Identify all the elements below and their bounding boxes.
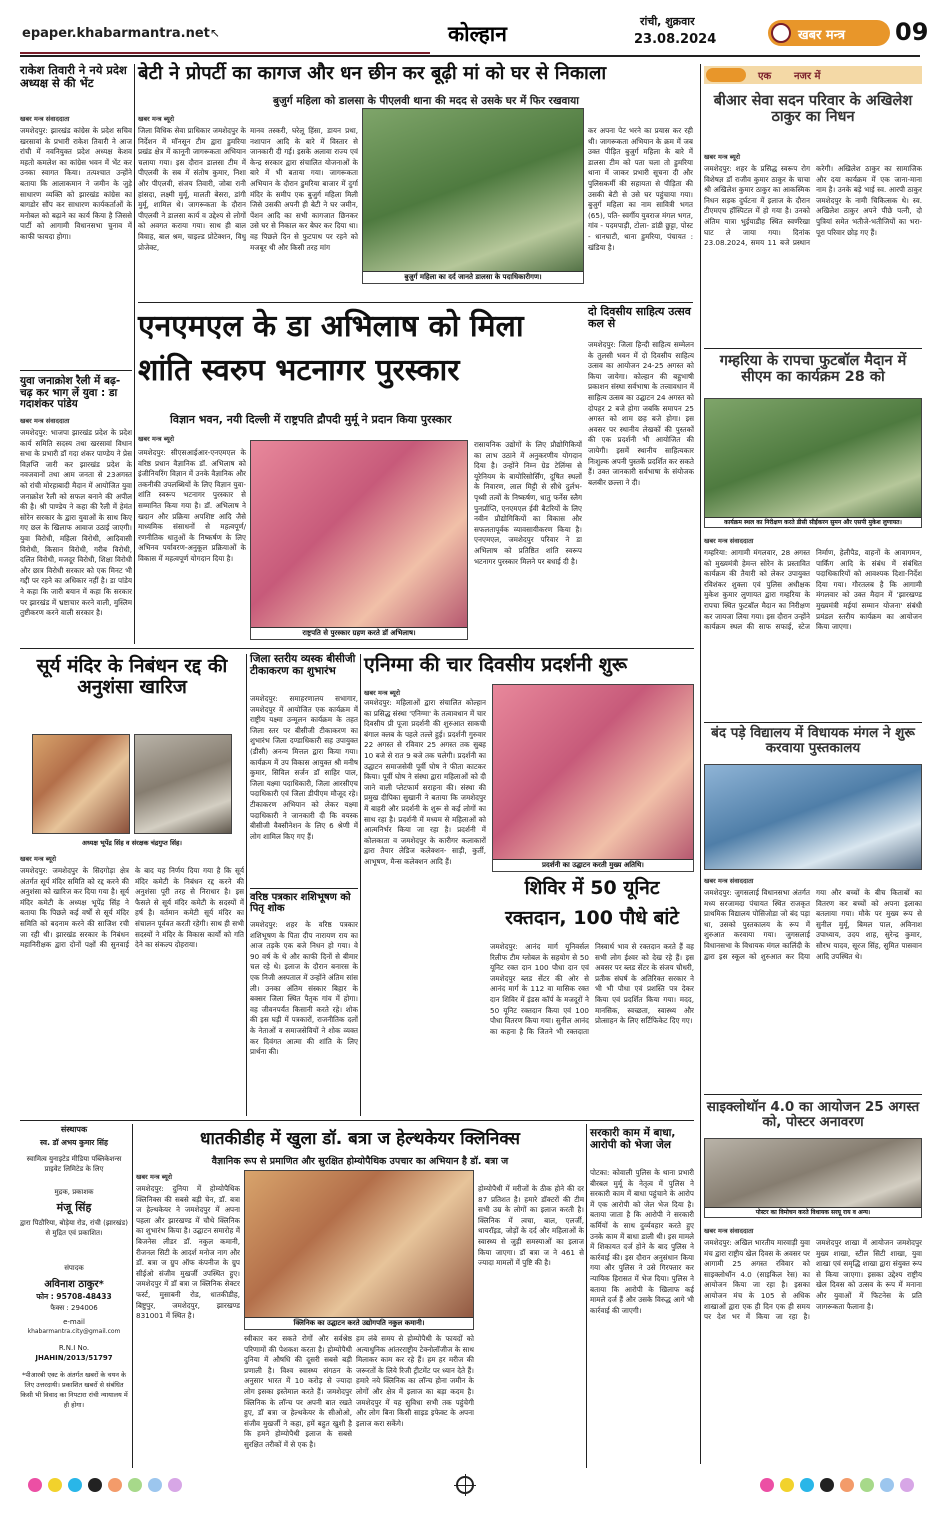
nazar-tag-label: नजर में	[794, 71, 821, 82]
story-byline: खबर मन्त्र संवाददाता	[704, 877, 754, 885]
column-rule	[132, 1124, 133, 1468]
cursor-icon: ↖	[210, 26, 221, 40]
section-title: कोल्हान	[448, 22, 507, 46]
photo-caption: बुजुर्ग महिला का दर्द जानते डालसा के पदाधिकारीगण।	[363, 271, 583, 283]
imprint-role-publisher: मुद्रक, प्रकाशक	[54, 1188, 94, 1196]
story-body: जमशेदपुर: जिला हिन्दी साहित्य सम्मेलन के तुलसी भवन में दो दिवसीय साहित्य उत्सव का आयोजन 24-25 अगस्त को किया जायेगा। कोल्हान की बहुभाषी प्रकाशन संस्था सर्वभाषा के तत्त्वावधान में साहित्य उत्सव का उद्घाटन 24 अगस्त को दोपहर 2 बजे होगा जबकि समापन 25 अगस्त को शाम छह बजे होगा। इस अवसर पर स्थानीय लेखकों की पुस्तकों की एक प्रदर्शनी भी आयोजित की जायेगी। इसमें स्थानीय साहित्यकार निःशुल्क अपनी पुस्तकें प्रदर्शित कर सकते हैं। उक्त जानकारी सर्वभाषा के संयोजक बलबीर छल्ला ने दी।	[588, 340, 694, 487]
masthead-url[interactable]: epaper.khabarmantra.net	[22, 26, 210, 41]
reg-mark	[760, 1478, 774, 1492]
story-photo	[244, 1170, 474, 1330]
divider	[20, 1120, 694, 1121]
photo-caption: पोस्टर का विमोचन करते विधायक सरयू राय व अन्य।	[705, 1207, 921, 1217]
nml-story	[138, 306, 582, 646]
story-photo	[250, 440, 468, 640]
imprint-box	[20, 1124, 128, 1468]
story-body: पोटका: कोवाली पुलिस के थाना प्रभारी बीरबल मुर्मू के नेतृत्व में पुलिस ने सरकारी काम में बाधा पहुंचाने के आरोप में एक आरोपी को जेल भेज दिया है। बताया जाता है कि आरोपी ने सरकारी कर्मियों के साथ दुर्व्यवहार करते हुए उनके काम में बाधा डाली थी। इस मामले में शिकायत दर्ज होने के बाद पुलिस ने कार्रवाई की। इस दौरान अनुसंधान किया गया और पुलिस ने उसे गिरफ्तार कर न्यायिक हिरासत में भेज दिया। पुलिस ने बताया कि आरोपी के खिलाफ कई मामले दर्ज हैं और उसके विरुद्ध आगे भी कार्रवाई की जाएगी।	[590, 1168, 694, 1315]
reg-mark	[800, 1478, 814, 1492]
imprint-email[interactable]: khabarmantra.city@gmail.com	[27, 1328, 121, 1335]
divider	[704, 1094, 922, 1095]
divider	[704, 348, 922, 349]
imprint-title: संस्थापक	[60, 1125, 88, 1134]
story-body: जमशेदपुर: भाजपा झारखंड प्रदेश के प्रदेश कार्य समिति सदस्य तथा खरसावां विधान सभा के प्रभारी डॉ गदा शंकर पाण्डेय ने प्रेस विज्ञप्ति जारी कर झारखंड प्रदेश के नवजवानों तथा आम जनता से 23अगस्त को रांची मोरहाबादी मैदान में आयोजित युवा जनाक्रोश रैली को सफल बनाने की अपील की है। श्री पाण्डेय ने कहा की रैली में हेमंत सोरेन सरकार के द्वारा युवाओं के साथ किए गए छल के खिलाफ आवाज उठाई जाएगी। युवा विरोधी, महिला विरोधी, आदिवासी विरोधी, किसान विरोधी, गरीब विरोधी, दलित विरोधी, मजदूर विरोधी, शिक्षा विरोधी और छात्र विरोधी सरकार को एक मिनट भी गद्दी पर रहने का अधिकार नहीं है। डा पांडेय ने कहा कि जारी बयान में कहा कि सरकार पर झारखंड में भ्रष्टाचार करने वाली, मुस्लिम तुष्टीकरण करने वाली सरकार है।	[20, 428, 132, 618]
reg-mark	[148, 1478, 162, 1492]
photo-caption: कार्यक्रम स्थल का निरीक्षण करते डीसी सीईंकरन सुमन और एसपी मुकेश लुणायत।	[705, 517, 921, 527]
imprint-phone: फोन : 95708-48433	[36, 1292, 112, 1301]
story-byline: खबर मन्त्र ब्यूरो	[138, 115, 175, 123]
story-body: जमशेदपुर: झारखंड कांग्रेस के प्रदेश सचिव खरसावां के प्रभारी राकेश तिवारी ने आज रांची में नवनियुक्त प्रदेश अध्यक्ष केशव महतो कमलेश का कांग्रेस भवन में भेंट कर उनका स्वागत किया। तत्पश्चात उन्होंने बताया कि आलाकमान ने जमीन के जुड़े साधारण व्यक्ति को झारखंड कांग्रेस का बागडोर सौंप कर साधारण कार्यकर्ताओं के मनोबल को बढ़ाने का कार्य किया है जिससे पार्टी को आगामी विधानसभा चुनाव में काफी फायदा होगा।	[20, 126, 132, 241]
story-body: जमशेदपुर: समाहरणालय सभागार, जमशेदपुर में आयोजित एक कार्यक्रम में राष्ट्रीय यक्ष्मा उन्मूलन कार्यक्रम के तहत जिला स्तर पर बीसीजी टीकाकरण का शुभारंभ जिला दण्डाधिकारी सह उपायुक्त (डीसी) अनन्य मित्तल द्वारा किया गया। कार्यक्रम में उप विकास आयुक्त श्री मनीष कुमार, सिविल सर्जन डॉ साहिर पाल, जिला यक्ष्मा पदाधिकारी, जिला आरसीएच पदाधिकारी एवं जिला डीपीएम मौजूद रहे। टीकाकरण अभियान को लेकर यक्ष्मा पदाधिकारी ने जानकारी दी कि वयस्क बीसीजी वैक्सीनेशन के लिए 6 श्रेणी में लोग शामिल किए गए हैं।	[250, 694, 358, 841]
story-body-col1: जमशेदपुर: सीएसआईआर-एनएमएल के वरिष्ठ प्रधान वैज्ञानिक डॉ. अभिलाष को इंजीनियरिंग विज्ञान में उनके वैज्ञानिक और तकनीकी उपलब्धियों के लिए विज्ञान युवा-शांति स्वरूप भटनागर पुरस्कार से सम्मानित किया गया है। डॉ. अभिलाष ने खदान और प्रक्रिया अपशिष्ट आदि जैसे माध्यमिक संसाधनों से महत्वपूर्ण/रणनीतिक धातुओं के निष्कर्षण के लिए अभिनव पर्यावरण-अनुकूल प्रक्रियाओं के विकास में महत्वपूर्ण योगदान दिया है।	[138, 448, 246, 563]
story-body-col1: जिला विधिक सेवा प्राधिकार जमशेदपुर के निर्देशन में मॉनसून टीम द्वारा डुमरिया प्रखंड क्षेत्र में कानूनी जागरूकता अभियान चलाया गया। इस दौरान डालसा टीम में पीएलवी के सब में संतोष कुमार, निशा और पीएलवी, संजय तिवारी, जोबा रानी हांसदा, लक्ष्मी मुर्मू, मालती बेसरा, डांगी मुर्मू, शामिल थे। जागरूकता के दौरान पीएलवी ने डालसा कार्य व उद्देश्य से लोगों को अवगत कराया गया। साथ ही बाल विवाह, बाल श्रम, चाइल्ड प्रोटेक्शन, विधु प्रोजेक्ट,	[138, 126, 246, 252]
masthead-date: 23.08.2024	[634, 32, 717, 47]
story-headline: जिला स्तरीय व्यस्क बीसीजी टीकाकरण का शुभारंभ	[250, 653, 356, 677]
crosshair-icon	[456, 1476, 474, 1494]
story-byline: खबर मन्त्र संवाददाता	[704, 537, 754, 545]
main-story	[138, 64, 693, 300]
story-headline: वरिष्ठ पत्रकार शशिभूषण को पितृ शोक	[250, 892, 351, 914]
story-photo	[362, 108, 584, 284]
story-body: जमशेदपुर: शहर के प्रसिद्ध स्वरूप रोग विशेषज्ञ डॉ राजीव कुमार ठाकुर के चाचा श्री अखिलेश कुमार ठाकुर का आकस्मिक निधन सड़क दुर्घटना में इलाज के दौरान टीएमएच हॉस्पिटल में हो गया है। उनको अंतिम यात्रा भुईयाडीह स्थित स्वर्णरेखा घाट ले जाया गया। दिनांक 23.08.2024, समय 11 बजे प्रस्थान करेगी। अखिलेश ठाकुर का सामाजिक और दया कार्यक्रम में एक जाना-माना नाम है। उनके बड़े भाई स्व. आरपी ठाकुर जमशेदपुर के नामी चिकित्सक थे। स्व. अखिलेश ठाकुर अपने पीछे पत्नी, दो पुत्रियां समेत भतीजे-भतीजियों का भरा-पूरा परिवार छोड़ गए हैं।	[704, 164, 922, 248]
story-body-col2: मानव तस्करी, घरेलू हिंसा, डायन प्रथा, नशापान आदि के बारे में विस्तार से जानकारी दी गई। इसके अलावा राज्य एवं केन्द्र सरकार द्वारा संचालित योजनाओं के बारे में भी बताया गया। जागरूकता अभियान के दौरान डुमरिया बाजार में दुर्गा मंदिर के समीप एक बुजुर्ग महिला मिली जिसे उसकी अपनी ही बेटी ने घर जमीन, पेंशन आदि का सभी कागजात छिनकर उसे घर से निकाल कर बेघर कर दिया था। वह पिछले दिन से फुटपाथ पर रहने को मजबूर थी और किसी तरह मांग	[250, 126, 358, 252]
divider	[20, 370, 132, 371]
column-rule	[700, 64, 701, 1464]
enigma-body: जमशेदपुर: महिलाओं द्वारा संचालित कोल्हान का प्रसिद्ध संस्था 'एनिग्मा' के तत्वावधान में चार दिवसीय प्री पूजा प्रदर्शनी की शुरुआत साकची बंगाल क्लब के पहले तल्ले हुई। प्रदर्शनी गुरुवार 22 अगस्त से रविवार 25 अगस्त तक सुबह 10 बजे से रात 9 बजे तक चलेगी। प्रदर्शनी का उद्घाटन समाजसेवी पूर्वी घोष ने फीता काटकर किया। पूर्वी घोष ने संस्था द्वारा महिलाओं को दी जाने वाली प्लेटफार्म सराहना की। संस्था की प्रमुख दीपिका सुखानी ने बताया कि जमशेदपुर में बाहरी और प्रदर्शनी के शुरू से कई लोगों का साथ रहा है। प्रदर्शनी में मध्यम से महिलाओं को आत्मनिर्भर किया जा रहा है। प्रदर्शनी में कोलकाता व जमशेदपुर के कारीगर कलाकारों द्वारा तैयार लेडिज कलेक्शन- साड़ी, कुर्ती, आभूषण, मैन्स कलेक्शन आदि हैं।	[364, 698, 486, 866]
story-byline: खबर मन्त्र संवाददाता	[20, 115, 70, 123]
imprint-owner: स्वामित्व युनाइटेड मीडिया पब्लिकेशन्स प्राइवेट लिमिटेड के लिए	[26, 1155, 122, 1173]
story-headline: गम्हरिया के रापचा फुटबॉल मैदान में सीएम का कार्यक्रम 28 को	[719, 353, 907, 385]
story-body: जमशेदपुर: जमशेदपुर के सिदगोड़ा क्षेत्र अंतर्गत सूर्य मंदिर समिति को रद्द करने की अनुशंसा को खारिज कर दिया गया है। सूर्य मंदिर कमेटी के अध्यक्ष भूपेंद्र सिंह ने बताया कि पिछले कई वर्षों से सूर्य मंदिर समिति को बदनाम करने की साजिश रची जा रही थी। झारखंड सरकार के निबंधन महानिरीक्षक द्वारा दोनों पक्षों की सुनवाई के बाद यह निर्णय दिया गया है कि सूर्य मंदिर कमेटी के निबंधन रद्द करने की अनुशंसा पूरी तरह से निराधार है। इस फैसले से सूर्य मंदिर कमेटी के सदस्यों में हर्ष है। वर्तमान कमेटी सूर्य मंदिर का संचालन पूर्ववत करती रहेगी। साथ ही सभी सदस्यों ने मंदिर के विकास कार्यों को गति देने का संकल्प दोहराया।	[20, 866, 244, 950]
story-body: जमशेदपुर: आनंद मार्ग यूनिवर्सल रिलीफ टीम ग्लोबल के सहयोग से 50 यूनिट रक्त दान 100 पौधा दान एवं जमशेदपुर ब्लड सेंटर की ओर से आनंद मार्ग के 112 वा मासिक रक्त दान शिविर में इंडस कॉर्प के मजदूरों ने 50 यूनिट रक्तदान किया एवं 100 पौधा वितरण किया गया। सुनील आनंद का कहना है कि जितने भी रक्तदाता निस्वार्थ भाव से रक्तदान करते हैं वह सभी लोग ईश्वर को देख रहे हैं। इस अवसर पर ब्लड सेंटर के संजय चौधरी, प्रतीक संघर्ष के अतिरिक्त सरकार ने भी भी पौधा एवं प्रशस्ति पत्र देकर किया एवं प्रदर्शित किया गया। मदद, मानसिक, स्वच्छता, स्वास्थ्य और प्रोत्साहन के लिए सर्टिफिकेट दिए गए।	[490, 942, 694, 1036]
story-subhead: वैज्ञानिक रूप से प्रमाणित और सुरक्षित होम्योपैथिक उपचार का अभियान है डॉ. बत्रा ज	[211, 1156, 509, 1167]
reg-mark	[820, 1478, 834, 1492]
story-byline: खबर मन्त्र ब्यूरो	[20, 855, 57, 863]
story-headline: एनिग्मा की चार दिवसीय प्रदर्शनी शुरू	[364, 653, 628, 676]
story-body-col1: जमशेदपुर: दुनिया में होम्योपैथिक क्लिनिक्स की सबसे बड़ी चेन, डॉ. बत्रा ज हेल्थकेयर ने जमशेदपुर में अपना पहला और झारखण्ड में चौथे क्लिनिक का शुभारंभ किया है। उद्घाटन समारोह में बिजनेस लीडर डॉ. नकुल कमानी, रीजनल सिटी के आदर्श मनोज नाग और डॉ. बत्रा ज ग्रुप ऑफ कंपनीज के ग्रुप सीईओ संजीव मुखर्जी उपस्थित हुए। जमशेदपुर में डॉ बत्रा ज क्लिनिक सेक्टर फर्स्ट, मुसाबनी रोड, धातकीडीह, बिष्टुपुर, जमशेदपुर, झारखण्ड 831001 में स्थित है।	[136, 1184, 240, 1321]
imprint-email-label: e-mail	[63, 1318, 85, 1326]
masthead-city-day: रांची, शुक्रवार	[640, 15, 695, 28]
brand-badge	[768, 20, 890, 46]
story-headline: सूर्य मंदिर के निबंधन रद्द की अनुशंसा खारिज	[36, 655, 228, 698]
blood-story	[490, 878, 694, 1118]
story-byline: खबर मन्त्र ब्यूरो	[136, 1173, 173, 1181]
imprint-address: द्वारा पिठौरिया, बोड़ेया रोड, रांची (झारखंड) से मुद्रित एवं प्रकाशित।	[20, 1219, 128, 1237]
story-byline: खबर मन्त्र संवाददाता	[704, 1227, 754, 1235]
column-rule	[360, 654, 361, 1116]
story-photo	[704, 398, 922, 528]
story-byline: खबर मन्त्र संवाददाता	[20, 417, 70, 425]
story-body: जमशेदपुर: जुगसलाई विधानसभा अंतर्गत मध्य सरजामदा पंचायत स्थित राजकृत प्राथमिक विद्यालय पोसिजोडा जो बंद पड़ा था, उसको पुस्तकालय के रूप में शुरुआत करवाया गया। जुगसलाई विधानसभा के विधायक मंगल कालिंदी के द्वारा इस स्कूल को शुरुआत कर दिया गया और बच्चों के बीच किताबों का वितरण कर बच्चों को अपना इलाका बतलाया गया। मौके पर मुख्य रूप से सुनील मुर्मू, बिमल पाल, अविनाश उपाध्याय, उदय शाह, सुरेन्द्र कुमार, सौरभ यादव, सूरज सिंह, सुमित पासवान आदि उपस्थित थे।	[704, 888, 922, 961]
story-headline: दो दिवसीय साहित्य उत्सव कल से	[588, 305, 691, 331]
imprint-rni-label: R.N.I No.	[58, 1344, 90, 1352]
police-story	[590, 1124, 694, 1468]
globe-icon	[706, 68, 746, 82]
surya-story	[20, 654, 244, 1114]
story-headline: शिविर में 50 यूनिट	[524, 877, 660, 899]
story-headline: बेटी ने प्रोपर्टी का कागज और धन छीन कर बूढ़ी मां को घर से निकाला	[138, 63, 607, 84]
reg-mark	[780, 1478, 794, 1492]
brand-name: खबर मन्त्र	[798, 28, 846, 43]
reg-mark	[88, 1478, 102, 1492]
story-body-col4: होम्योपैथी में मरीजों के ठीक होने की दर 87 प्रतिशत है। हमारे डॉक्टरों की टीम सभी उम्र के लोगों का इलाज करती है। क्लिनिक में त्वचा, बाल, एलर्जी, थायरॉइड, जोड़ों के दर्द और महिलाओं के स्वास्थ्य से जुड़ी समस्याओं का इलाज किया जाएगा। डॉ बत्रा ज ने 461 से ज्यादा मामलों में पुष्टि की है।	[478, 1184, 584, 1268]
photo-caption: प्रदर्शनी का उद्घाटन करती मुख्य अतिथि।	[493, 859, 693, 871]
column-rule	[134, 64, 135, 644]
story-headline: साइक्लोथॉन 4.0 का आयोजन 25 अगस्त को, पोस्टर अनावरण	[706, 1099, 920, 1130]
story-photo	[134, 734, 232, 834]
divider	[704, 722, 922, 723]
story-byline: खबर मन्त्र ब्यूरो	[138, 435, 175, 443]
story-photo	[704, 1138, 922, 1218]
bcg-story	[250, 654, 358, 1114]
story-byline: खबर मन्त्र ब्यूरो	[364, 689, 401, 697]
story-subhead: विज्ञान भवन, नयी दिल्ली में राष्ट्रपति द्रौपदी मुर्मू ने प्रदान किया पुरस्कार	[170, 413, 452, 426]
nazar-column	[704, 64, 922, 1466]
reg-mark	[900, 1478, 914, 1492]
photo-caption: क्लिनिक का उद्घाटन करते उद्योगपति नकुल कमानी।	[245, 1317, 473, 1329]
brand-logo-icon	[771, 23, 791, 43]
photo-caption: राष्ट्रपति से पुरस्कार ग्रहण करते डॉ अभिलाष।	[251, 627, 467, 639]
story-body-col2: स्वीकार कर सकते रोगों और सर्वश्रेष्ठ परिणामों की पेशकश करता है। होम्योपैथी दुनिया में औषधि की दूसरी सबसे बड़ी प्रणाली है। विश्व स्वास्थ्य संगठन के अनुसार भारत में 10 करोड़ से ज्यादा लोग इसका इस्तेमाल करते हैं। जमशेदपुर क्लिनिक के लॉन्च पर अपनी बात रखते हुए, डॉ बत्रा ज हेल्थकेयर के सीओओ, संजीव मुखर्जी ने कहा, हमें बहुत खुशी है कि हमने होम्योपैथी इलाज के सबसे सुरक्षित तरीकों में से एक है।	[244, 1334, 352, 1449]
reg-mark	[68, 1478, 82, 1492]
imprint-editor: अविनाश ठाकुर*	[44, 1279, 104, 1290]
story-body: जमशेदपुर: अखिल भारतीय मारवाड़ी युवा मंच द्वारा राष्ट्रीय खेल दिवस के अवसर पर आगामी 25 अगस्त रविवार को साइक्लोथॉन 4.0 (साइकिल रेस) का आयोजन किया जा रहा है। इसका आयोजन मंच के 105 से अधिक शाखाओं द्वारा एक ही दिन एक ही समय पर देश भर में किया जा रहा है। जमशेदपुर शाखा में आयोजन जमशेदपुर मुख्य शाखा, स्टील सिटी शाखा, युवा शाखा एवं समृद्धि शाखा द्वारा संयुक्त रूप से किया जाएगा। इसका उद्देश्य राष्ट्रीय खेल दिवस को उत्सव के रूप में मनाना और युवाओं में फिटनेस के प्रति जागरूकता फैलाना है।	[704, 1238, 922, 1322]
reg-mark	[168, 1478, 182, 1492]
imprint-rni-number: JHAHIN/2013/51797	[35, 1354, 113, 1362]
story-photo	[704, 764, 922, 870]
masthead	[0, 0, 945, 60]
masthead-rule	[20, 55, 920, 57]
reg-mark	[28, 1478, 42, 1492]
divider	[250, 888, 358, 889]
story-body-col3: हम लंबे समय से होम्योपैथी के फायदों को अत्याधुनिक आंतरराष्ट्रीय टेक्नोलॉजीज के साथ मिलाकर काम कर रहे हैं। हम हर मरीज की जरूरतों के लिये रिजी ट्रीटमेंट पर ध्यान देते हैं। हमारे नये क्लिनिक का लॉन्च होना जमीन के लोगों और क्षेत्र में इलाज का बड़ा कदम है। जमशेदपुर में यह सुविधा सभी तक पहुंचेगी और लोग बिना किसी साइड इफेक्ट के अपना इलाज करा सकेंगे।	[356, 1334, 474, 1428]
reg-mark	[128, 1478, 142, 1492]
story-body-col3: कर अपना पेट भरने का प्रयास कर रही थी। जागरूकता अभियान के क्रम में जब उक्त पीड़ित बुजुर्ग महिला के बारे में डालसा टीम को पता चला तो डुमरिया थाना में जाकर प्रभारी सूचना दी और पुलिसकर्मी की सहायता से पीड़िता की उसकी बेटी से उसे घर पहुंचाया गया। बुजुर्ग महिला का नाम सावित्री भगत (65), पति- स्वर्गीय युवराज मंगल भगत, गांव - पदमपाड़ी, टोला- डांडी छुट्टा, पोस्ट - धानघाटी, थाना डुमरिया, पंचायत : खंडिया है।	[588, 126, 693, 252]
column-rule	[246, 654, 247, 1116]
story-headline: रक्तदान, 100 पौधे बांटे	[505, 907, 679, 929]
divider	[20, 648, 694, 649]
page-number: 09	[895, 18, 929, 46]
story-headline: राकेश तिवारी ने नये प्रदेश अध्यक्ष से की भेंट	[20, 63, 127, 90]
story-headline: सरकारी काम में बाधा, आरोपी को भेजा जेल	[590, 1127, 676, 1151]
story-headline: एनएमएल के डा अभिलाष को मिला	[138, 309, 524, 344]
registration-bar	[20, 1474, 920, 1498]
story-headline: बंद पड़े विद्यालय में विधायक मंगल ने शुरू करवाया पुस्तकालय	[711, 725, 915, 756]
imprint-publisher: मंजू सिंह	[56, 1201, 92, 1214]
nazar-tag	[704, 66, 922, 84]
story-body-col2: रासायनिक उद्योगों के लिए प्रौद्योगिकियों का लाभ उठाने में अनुकरणीय योगदान दिया है। उन्होंने निम्न ग्रेड टेलिंग्स से यूरेनियम के बायोरिसोर्सिंग, दूषित स्थलों के निवारण, लाल मिट्टी से सीधे दुर्लभ-पृथ्वी तत्वों के निष्कर्षण, धातु फर्नेस स्लैग पुनर्प्राप्ति, एनएमएल ईवी बैटरियों के लिए नवीन प्रौद्योगिकियों का विकास और सफलतापूर्वक व्यावसायीकरण किया है। एनएमएल, जमशेदपुर परिवार ने डा अभिलाष को प्रतिष्ठित शांति स्वरूप भटनागर पुरस्कार मिलने पर बधाई दी है।	[474, 440, 582, 566]
column-rule	[586, 1124, 587, 1468]
story-body: जमशेदपुर: शहर के वरिष्ठ पत्रकार शशिभूषण के पिता दीप नारायण राय का आज तड़के एक बजे निधन हो गया। वे 90 वर्ष के थे और काफी दिनों से बीमार चल रहे थे। इलाज के दौरान बनारस के एक निजी अस्पताल में उन्होंने अंतिम सांस ली। उनका अंतिम संस्कार बिहार के बक्सर जिला स्थित पैतृक गांव में होगा। वह जीवनपर्यंत किसानी करते रहे। शोक की इस घड़ी में पत्रकारों, राजनीतिक दलों के नेताओं व समाजसेवियों ने शोक व्यक्त कर दिवंगत आत्मा की शांति के लिए प्रार्थना की।	[250, 920, 358, 1057]
reg-mark	[880, 1478, 894, 1492]
masthead-rule-left-accent	[20, 52, 430, 54]
imprint-role-editor: संपादक	[64, 1264, 84, 1272]
story-headline: धातकीडीह में खुला डॉ. बत्रा ज हेल्थकेयर क्लिनिक्स	[200, 1129, 520, 1149]
reg-mark	[48, 1478, 62, 1492]
story-headline: बीआर सेवा सदन परिवार के अखिलेश ठाकुर का निधन	[713, 93, 913, 125]
divider	[138, 302, 693, 303]
story-subhead: बुजुर्ग महिला को डालसा के पीएलवी थाना की मदद से उसके घर में फिर रखवाया	[273, 95, 579, 107]
reg-mark	[860, 1478, 874, 1492]
sahitya-story	[588, 306, 694, 646]
story-headline: शांति स्वरुप भटनागर पुरस्कार	[138, 353, 460, 388]
imprint-note: *पीआरबी एक्ट के अंतर्गत खबरों के चयन के लिए उत्तरदायी। प्रकाशित खबरों से संबंधित किसी भी विवाद का निपटारा रांची न्यायालय में ही होगा।	[20, 1371, 128, 1409]
photo-caption: अध्यक्ष भूपेंद्र सिंह व संरक्षक चंद्रगुप्त सिंह।	[82, 839, 182, 847]
story-headline: युवा जनाक्रोश रैली में बढ़-चढ़ कर भाग लें युवा : डा गदाशंकर पांडेय	[20, 375, 121, 411]
imprint-fax: फैक्स : 294006	[50, 1304, 98, 1312]
story-photo	[492, 684, 694, 872]
reg-mark	[108, 1478, 122, 1492]
imprint-founder: स्व. डॉ अभय कुमार सिंह	[40, 1138, 108, 1147]
reg-mark	[840, 1478, 854, 1492]
nazar-tag-ek: एक	[758, 71, 772, 82]
story-body: गम्हरिया: आगामी मंगलवार, 28 अगस्त को मुख्यमंत्री हेमन्त सोरेन के प्रस्तावित कार्यक्रम की तैयारी को लेकर उपायुक्त रविशंकर शुक्ला एवं पुलिस अधीक्षक मुकेश कुमार लुणायत द्वारा गम्हरिया के रापचा स्थित फुटबॉल मैदान का निरीक्षण कर जायजा लिया गया। इस दौरान उन्होंने कार्यक्रम स्थल की साफ सफाई, स्टेज निर्माण, हेलीपैड, वाहनों के आवागमन, पार्किंग आदि के संबंध में संबंधित पदाधिकारियों को आवश्यक दिशा-निर्देश दिया गया। गौरतलब है कि आगामी मंगलवार को उक्त मैदान में 'झारखण्ड मुख्यमंत्री मईयां सम्मान योजना' संबंधी प्रमंडल स्तरीय कार्यक्रम का आयोजन किया जाएगा।	[704, 548, 922, 632]
clinic-story	[136, 1124, 584, 1468]
story-byline: खबर मन्त्र ब्यूरो	[704, 153, 741, 161]
story-photo	[32, 734, 130, 834]
